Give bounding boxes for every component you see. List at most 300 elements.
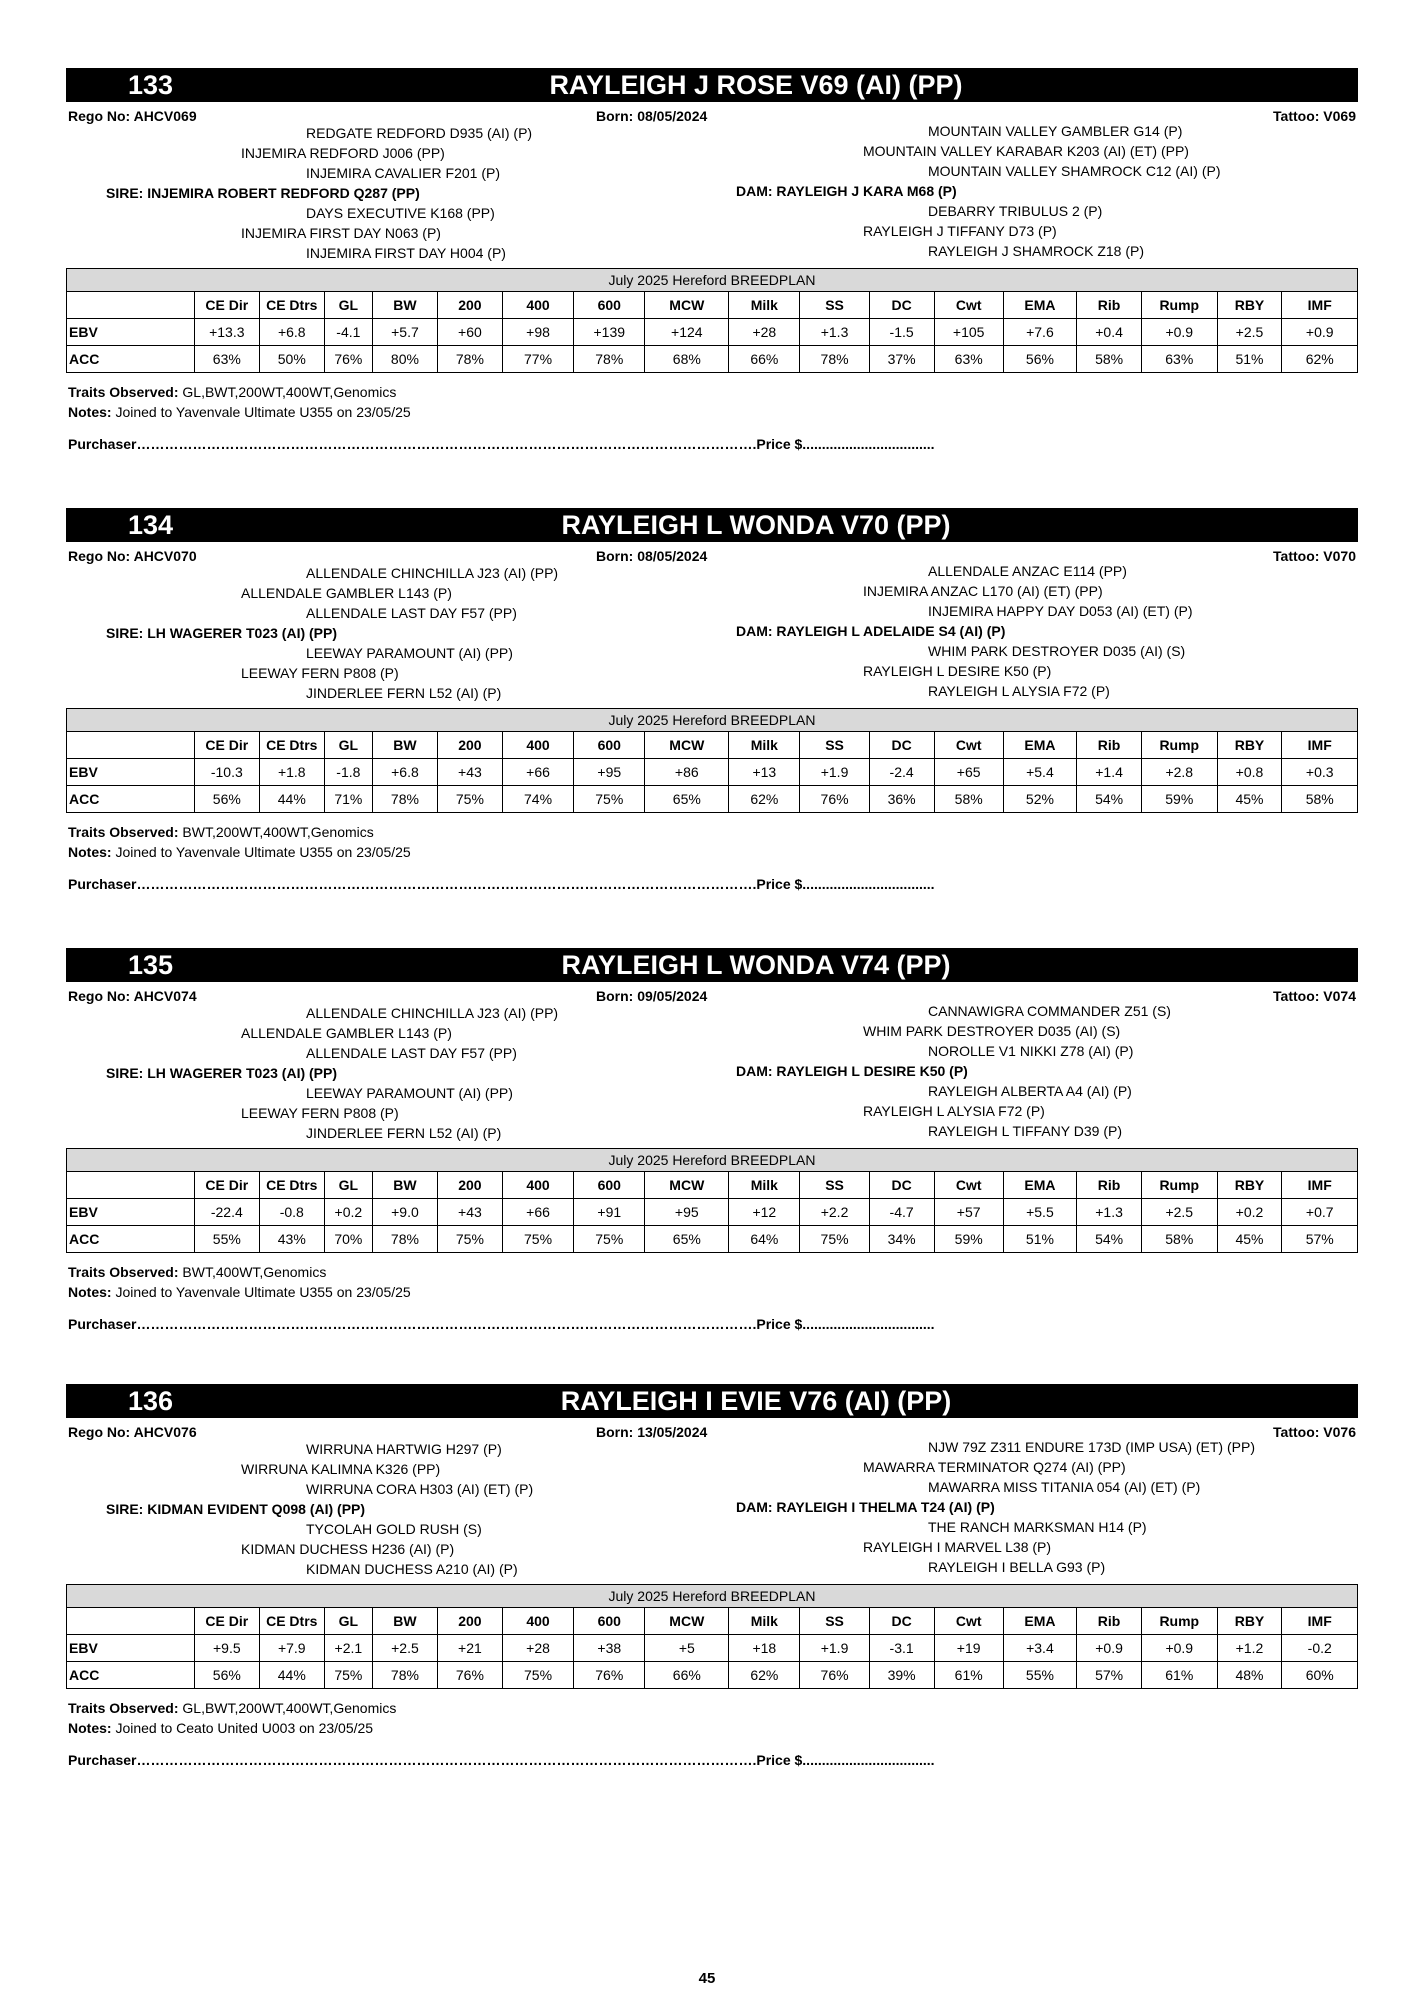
dam-pedigree-line: RAYLEIGH L ALYSIA F72 (P) (928, 683, 1110, 699)
dam-pedigree-line: INJEMIRA HAPPY DAY D053 (AI) (ET) (P) (928, 603, 1193, 619)
column-header: EMA (1003, 732, 1076, 759)
notes-value: Joined to Yavenvale Ultimate U355 on 23/05/25 (115, 844, 411, 860)
dam-pedigree-line: NJW 79Z Z311 ENDURE 173D (IMP USA) (ET) (PP) (928, 1439, 1255, 1455)
ebv-value: +0.2 (1217, 1199, 1282, 1226)
sire-name: SIRE: LH WAGERER T023 (AI) (PP) (106, 1065, 338, 1081)
column-header: Milk (729, 1172, 800, 1199)
dam-pedigree-line: THE RANCH MARKSMAN H14 (P) (928, 1519, 1147, 1535)
accuracy-value: 74% (502, 786, 573, 813)
traits-observed (68, 384, 396, 400)
column-header: BW (372, 732, 437, 759)
ebv-value: +5.5 (1003, 1199, 1076, 1226)
traits-value: GL,BWT,200WT,400WT,Genomics (182, 1700, 397, 1716)
accuracy-value: 75% (437, 1226, 502, 1253)
accuracy-value: 48% (1217, 1662, 1282, 1689)
accuracy-value: 76% (574, 1662, 645, 1689)
accuracy-value: 62% (729, 1662, 800, 1689)
lot-header (66, 1384, 1358, 1418)
sire-pedigree-line: INJEMIRA FIRST DAY H004 (P) (306, 245, 506, 261)
column-header: Rib (1077, 292, 1142, 319)
ebv-value: -1.5 (869, 319, 934, 346)
table-corner (67, 292, 195, 319)
dam-pedigree-line: WHIM PARK DESTROYER D035 (AI) (S) (928, 643, 1186, 659)
ebv-value: -2.4 (869, 759, 934, 786)
accuracy-value: 51% (1003, 1226, 1076, 1253)
column-header: IMF (1282, 1172, 1358, 1199)
lot-header (66, 68, 1358, 102)
row-label-ebv: EBV (67, 1199, 195, 1226)
column-header: Cwt (934, 1172, 1003, 1199)
traits-value: GL,BWT,200WT,400WT,Genomics (182, 384, 397, 400)
notes-value: Joined to Yavenvale Ultimate U355 on 23/05/25 (115, 1284, 411, 1300)
ebv-value: +12 (729, 1199, 800, 1226)
dam-pedigree-line: ALLENDALE ANZAC E114 (PP) (928, 563, 1127, 579)
accuracy-value: 62% (729, 786, 800, 813)
lot-header (66, 508, 1358, 542)
accuracy-value: 78% (372, 1226, 437, 1253)
ebv-value: +7.9 (259, 1635, 324, 1662)
dam-pedigree-line: RAYLEIGH L TIFFANY D39 (P) (928, 1123, 1122, 1139)
ebv-value: +0.9 (1077, 1635, 1142, 1662)
rego-number: Rego No: AHCV070 (68, 548, 197, 564)
sire-pedigree-line: WIRRUNA KALIMNA K326 (PP) (241, 1461, 441, 1477)
column-header: IMF (1282, 292, 1358, 319)
tattoo: Tattoo: V069 (1273, 108, 1356, 124)
accuracy-value: 60% (1282, 1662, 1358, 1689)
accuracy-value: 63% (934, 346, 1003, 373)
ebv-value: +1.2 (1217, 1635, 1282, 1662)
animal-name: RAYLEIGH I EVIE V76 (AI) (PP) (560, 1386, 952, 1416)
column-header: RBY (1217, 292, 1282, 319)
sire-pedigree-line: INJEMIRA FIRST DAY N063 (P) (241, 225, 441, 241)
lot-entry (66, 948, 1358, 1384)
breedplan-table (66, 1584, 1358, 1689)
column-header: 600 (574, 732, 645, 759)
ebv-value: +3.4 (1003, 1635, 1076, 1662)
accuracy-value: 34% (869, 1226, 934, 1253)
column-header: 400 (502, 1172, 573, 1199)
ebv-value: +5.4 (1003, 759, 1076, 786)
sire-pedigree-line: JINDERLEE FERN L52 (AI) (P) (306, 685, 502, 701)
column-header: GL (324, 1172, 372, 1199)
accuracy-value: 57% (1077, 1662, 1142, 1689)
column-header: 600 (574, 1608, 645, 1635)
table-title: July 2025 Hereford BREEDPLAN (67, 1149, 1358, 1172)
accuracy-value: 64% (729, 1226, 800, 1253)
ebv-value: +91 (574, 1199, 645, 1226)
dam-pedigree-line: RAYLEIGH I BELLA G93 (P) (928, 1559, 1106, 1575)
column-header: RBY (1217, 1608, 1282, 1635)
sire-name: SIRE: KIDMAN EVIDENT Q098 (AI) (PP) (106, 1501, 366, 1517)
traits-observed (68, 824, 374, 840)
notes (68, 844, 411, 860)
column-header: BW (372, 292, 437, 319)
ebv-value: +139 (574, 319, 645, 346)
ebv-value: +2.5 (1217, 319, 1282, 346)
column-header: Rib (1077, 1608, 1142, 1635)
row-label-ebv: EBV (67, 319, 195, 346)
accuracy-value: 66% (729, 346, 800, 373)
column-header: 600 (574, 1172, 645, 1199)
ebv-value: +28 (729, 319, 800, 346)
traits-observed (68, 1700, 396, 1716)
sire-pedigree-line: LEEWAY PARAMOUNT (AI) (PP) (306, 645, 513, 661)
ebv-value: +19 (934, 1635, 1003, 1662)
accuracy-value: 78% (574, 346, 645, 373)
ebv-value: +18 (729, 1635, 800, 1662)
accuracy-value: 56% (194, 1662, 259, 1689)
notes-label: Notes: (68, 844, 112, 860)
ebv-value: -0.8 (259, 1199, 324, 1226)
accuracy-value: 70% (324, 1226, 372, 1253)
dam-pedigree-line: MOUNTAIN VALLEY GAMBLER G14 (P) (928, 123, 1183, 139)
row-label-acc: ACC (67, 1662, 195, 1689)
column-header: GL (324, 1608, 372, 1635)
dam-name: DAM: RAYLEIGH L ADELAIDE S4 (AI) (P) (736, 623, 1006, 639)
tattoo: Tattoo: V076 (1273, 1424, 1356, 1440)
accuracy-value: 71% (324, 786, 372, 813)
traits-value: BWT,400WT,Genomics (182, 1264, 327, 1280)
column-header: BW (372, 1172, 437, 1199)
dam-name: DAM: RAYLEIGH J KARA M68 (P) (736, 183, 957, 199)
column-header: GL (324, 292, 372, 319)
sire-pedigree-line: LEEWAY FERN P808 (P) (241, 1105, 399, 1121)
purchaser-price-line: Purchaser…………………………………………………………………………………………………………………….Price $.................................. (68, 436, 935, 452)
column-header: Rump (1142, 1608, 1217, 1635)
sire-pedigree-line: INJEMIRA CAVALIER F201 (P) (306, 165, 500, 181)
page-number: 45 (698, 1970, 716, 1987)
column-header: MCW (645, 1172, 729, 1199)
accuracy-value: 55% (194, 1226, 259, 1253)
ebv-value: +0.2 (324, 1199, 372, 1226)
accuracy-value: 50% (259, 346, 324, 373)
ebv-value: +0.7 (1282, 1199, 1358, 1226)
accuracy-value: 54% (1077, 786, 1142, 813)
dam-pedigree-line: WHIM PARK DESTROYER D035 (AI) (S) (863, 1023, 1121, 1039)
notes-value: Joined to Ceato United U003 on 23/05/25 (115, 1720, 374, 1736)
ebv-value: +43 (437, 1199, 502, 1226)
ebv-value: +1.9 (800, 759, 869, 786)
notes-label: Notes: (68, 1720, 112, 1736)
column-header: RBY (1217, 732, 1282, 759)
notes-label: Notes: (68, 404, 112, 420)
notes (68, 1720, 373, 1736)
ebv-value: +43 (437, 759, 502, 786)
sire-pedigree-line: ALLENDALE LAST DAY F57 (PP) (306, 605, 517, 621)
column-header: 200 (437, 1172, 502, 1199)
accuracy-value: 75% (800, 1226, 869, 1253)
column-header: EMA (1003, 292, 1076, 319)
accuracy-value: 57% (1282, 1226, 1358, 1253)
tattoo: Tattoo: V074 (1273, 988, 1356, 1004)
column-header: Milk (729, 732, 800, 759)
column-header: IMF (1282, 732, 1358, 759)
column-header: DC (869, 732, 934, 759)
column-header: Milk (729, 292, 800, 319)
dam-pedigree-line: RAYLEIGH ALBERTA A4 (AI) (P) (928, 1083, 1132, 1099)
ebv-value: +6.8 (259, 319, 324, 346)
purchaser-price-line: Purchaser…………………………………………………………………………………………………………………….Price $.................................. (68, 1752, 935, 1768)
dam-pedigree-line: MOUNTAIN VALLEY SHAMROCK C12 (AI) (P) (928, 163, 1221, 179)
sire-pedigree-line: WIRRUNA HARTWIG H297 (P) (306, 1441, 502, 1457)
accuracy-value: 63% (194, 346, 259, 373)
accuracy-value: 65% (645, 786, 729, 813)
ebv-value: +86 (645, 759, 729, 786)
breedplan-table (66, 708, 1358, 813)
ebv-value: +57 (934, 1199, 1003, 1226)
accuracy-value: 58% (1142, 1226, 1217, 1253)
column-header: CE Dir (194, 1608, 259, 1635)
sire-pedigree-line: ALLENDALE CHINCHILLA J23 (AI) (PP) (306, 565, 559, 581)
ebv-value: -22.4 (194, 1199, 259, 1226)
accuracy-value: 78% (800, 346, 869, 373)
lot-header (66, 948, 1358, 982)
column-header: MCW (645, 1608, 729, 1635)
lot-entry (66, 508, 1358, 944)
column-header: Rib (1077, 732, 1142, 759)
accuracy-value: 76% (800, 1662, 869, 1689)
column-header: Cwt (934, 732, 1003, 759)
column-header: Milk (729, 1608, 800, 1635)
sire-name: SIRE: INJEMIRA ROBERT REDFORD Q287 (PP) (106, 185, 420, 201)
column-header: IMF (1282, 1608, 1358, 1635)
accuracy-value: 75% (502, 1226, 573, 1253)
ebv-value: +0.8 (1217, 759, 1282, 786)
dam-pedigree-line: INJEMIRA ANZAC L170 (AI) (ET) (PP) (863, 583, 1103, 599)
column-header: CE Dtrs (259, 292, 324, 319)
column-header: CE Dtrs (259, 1608, 324, 1635)
breedplan-table (66, 268, 1358, 373)
accuracy-value: 36% (869, 786, 934, 813)
accuracy-value: 75% (574, 786, 645, 813)
column-header: SS (800, 1172, 869, 1199)
purchaser-price-line: Purchaser…………………………………………………………………………………………………………………….Price $.................................. (68, 1316, 935, 1332)
ebv-value: +9.0 (372, 1199, 437, 1226)
traits-label: Traits Observed: (68, 1264, 179, 1280)
accuracy-value: 52% (1003, 786, 1076, 813)
dam-pedigree-line: MAWARRA TERMINATOR Q274 (AI) (PP) (863, 1459, 1126, 1475)
ebv-value: +38 (574, 1635, 645, 1662)
notes (68, 1284, 411, 1300)
traits-label: Traits Observed: (68, 1700, 179, 1716)
row-label-ebv: EBV (67, 1635, 195, 1662)
notes-label: Notes: (68, 1284, 112, 1300)
column-header: MCW (645, 292, 729, 319)
birth-date: Born: 13/05/2024 (596, 1424, 708, 1440)
dam-pedigree-line: NOROLLE V1 NIKKI Z78 (AI) (P) (928, 1043, 1134, 1059)
lot-number: 136 (128, 1386, 174, 1416)
ebv-value: +2.8 (1142, 759, 1217, 786)
column-header: Rump (1142, 732, 1217, 759)
column-header: DC (869, 1608, 934, 1635)
traits-value: BWT,200WT,400WT,Genomics (182, 824, 374, 840)
accuracy-value: 61% (1142, 1662, 1217, 1689)
sire-pedigree-line: JINDERLEE FERN L52 (AI) (P) (306, 1125, 502, 1141)
ebv-value: +1.9 (800, 1635, 869, 1662)
accuracy-value: 75% (437, 786, 502, 813)
sire-pedigree-line: KIDMAN DUCHESS A210 (AI) (P) (306, 1561, 518, 1577)
column-header: Cwt (934, 292, 1003, 319)
dam-pedigree-line: RAYLEIGH J TIFFANY D73 (P) (863, 223, 1057, 239)
column-header: Rump (1142, 292, 1217, 319)
accuracy-value: 58% (1282, 786, 1358, 813)
ebv-value: +0.9 (1142, 1635, 1217, 1662)
column-header: EMA (1003, 1608, 1076, 1635)
row-label-acc: ACC (67, 1226, 195, 1253)
lot-number: 134 (128, 510, 174, 540)
ebv-value: +0.9 (1142, 319, 1217, 346)
ebv-value: +0.3 (1282, 759, 1358, 786)
ebv-value: +95 (574, 759, 645, 786)
column-header: CE Dir (194, 732, 259, 759)
lot-entry (66, 1384, 1358, 1820)
rego-number: Rego No: AHCV074 (68, 988, 197, 1004)
table-corner (67, 1172, 195, 1199)
row-label-ebv: EBV (67, 759, 195, 786)
traits-observed (68, 1264, 326, 1280)
accuracy-value: 58% (1077, 346, 1142, 373)
column-header: GL (324, 732, 372, 759)
accuracy-value: 76% (324, 346, 372, 373)
dam-name: DAM: RAYLEIGH I THELMA T24 (AI) (P) (736, 1499, 995, 1515)
ebv-value: +124 (645, 319, 729, 346)
dam-pedigree-line: RAYLEIGH L ALYSIA F72 (P) (863, 1103, 1045, 1119)
column-header: CE Dtrs (259, 1172, 324, 1199)
dam-name: DAM: RAYLEIGH L DESIRE K50 (P) (736, 1063, 968, 1079)
ebv-value: +0.4 (1077, 319, 1142, 346)
table-corner (67, 1608, 195, 1635)
accuracy-value: 75% (574, 1226, 645, 1253)
table-title: July 2025 Hereford BREEDPLAN (67, 1585, 1358, 1608)
column-header: CE Dtrs (259, 732, 324, 759)
sire-pedigree-line: ALLENDALE CHINCHILLA J23 (AI) (PP) (306, 1005, 559, 1021)
ebv-value: +21 (437, 1635, 502, 1662)
accuracy-value: 66% (645, 1662, 729, 1689)
column-header: CE Dir (194, 1172, 259, 1199)
ebv-value: +5.7 (372, 319, 437, 346)
birth-date: Born: 09/05/2024 (596, 988, 708, 1004)
column-header: SS (800, 732, 869, 759)
ebv-value: +6.8 (372, 759, 437, 786)
column-header: 200 (437, 1608, 502, 1635)
accuracy-value: 39% (869, 1662, 934, 1689)
accuracy-value: 61% (934, 1662, 1003, 1689)
sire-pedigree-line: LEEWAY PARAMOUNT (AI) (PP) (306, 1085, 513, 1101)
ebv-value: -0.2 (1282, 1635, 1358, 1662)
accuracy-value: 77% (502, 346, 573, 373)
accuracy-value: 44% (259, 786, 324, 813)
column-header: 400 (502, 292, 573, 319)
dam-pedigree-line: RAYLEIGH J SHAMROCK Z18 (P) (928, 243, 1145, 259)
rego-number: Rego No: AHCV069 (68, 108, 197, 124)
rego-number: Rego No: AHCV076 (68, 1424, 197, 1440)
accuracy-value: 54% (1077, 1226, 1142, 1253)
ebv-value: +2.2 (800, 1199, 869, 1226)
ebv-value: -10.3 (194, 759, 259, 786)
accuracy-value: 76% (437, 1662, 502, 1689)
birth-date: Born: 08/05/2024 (596, 108, 708, 124)
ebv-value: +1.3 (1077, 1199, 1142, 1226)
column-header: 200 (437, 292, 502, 319)
accuracy-value: 56% (1003, 346, 1076, 373)
accuracy-value: 56% (194, 786, 259, 813)
ebv-value: +2.5 (372, 1635, 437, 1662)
column-header: RBY (1217, 1172, 1282, 1199)
lot-number: 135 (128, 950, 174, 980)
ebv-value: -1.8 (324, 759, 372, 786)
accuracy-value: 55% (1003, 1662, 1076, 1689)
accuracy-value: 37% (869, 346, 934, 373)
accuracy-value: 78% (437, 346, 502, 373)
ebv-value: +1.4 (1077, 759, 1142, 786)
column-header: Rib (1077, 1172, 1142, 1199)
sire-pedigree-line: DAYS EXECUTIVE K168 (PP) (306, 205, 495, 221)
accuracy-value: 78% (372, 1662, 437, 1689)
accuracy-value: 51% (1217, 346, 1282, 373)
column-header: 400 (502, 732, 573, 759)
sire-pedigree-line: INJEMIRA REDFORD J006 (PP) (241, 145, 445, 161)
animal-name: RAYLEIGH L WONDA V70 (PP) (561, 510, 951, 540)
ebv-value: +7.6 (1003, 319, 1076, 346)
accuracy-value: 59% (934, 1226, 1003, 1253)
ebv-value: +9.5 (194, 1635, 259, 1662)
accuracy-value: 63% (1142, 346, 1217, 373)
ebv-value: -3.1 (869, 1635, 934, 1662)
lot-number: 133 (128, 70, 174, 100)
accuracy-value: 68% (645, 346, 729, 373)
accuracy-value: 75% (502, 1662, 573, 1689)
column-header: 600 (574, 292, 645, 319)
column-header: DC (869, 1172, 934, 1199)
ebv-value: +1.3 (800, 319, 869, 346)
table-title: July 2025 Hereford BREEDPLAN (67, 269, 1358, 292)
lot-entry (66, 68, 1358, 504)
ebv-value: +98 (502, 319, 573, 346)
ebv-value: +2.1 (324, 1635, 372, 1662)
ebv-value: -4.1 (324, 319, 372, 346)
accuracy-value: 45% (1217, 1226, 1282, 1253)
ebv-value: +105 (934, 319, 1003, 346)
accuracy-value: 43% (259, 1226, 324, 1253)
notes-value: Joined to Yavenvale Ultimate U355 on 23/05/25 (115, 404, 411, 420)
dam-pedigree-line: CANNAWIGRA COMMANDER Z51 (S) (928, 1003, 1171, 1019)
accuracy-value: 58% (934, 786, 1003, 813)
accuracy-value: 75% (324, 1662, 372, 1689)
accuracy-value: 65% (645, 1226, 729, 1253)
ebv-value: +0.9 (1282, 319, 1358, 346)
accuracy-value: 76% (800, 786, 869, 813)
accuracy-value: 62% (1282, 346, 1358, 373)
row-label-acc: ACC (67, 346, 195, 373)
column-header: DC (869, 292, 934, 319)
column-header: Cwt (934, 1608, 1003, 1635)
table-title: July 2025 Hereford BREEDPLAN (67, 709, 1358, 732)
sire-pedigree-line: LEEWAY FERN P808 (P) (241, 665, 399, 681)
sire-pedigree-line: TYCOLAH GOLD RUSH (S) (306, 1521, 482, 1537)
sire-pedigree-line: ALLENDALE GAMBLER L143 (P) (241, 1025, 452, 1041)
dam-pedigree-line: MOUNTAIN VALLEY KARABAR K203 (AI) (ET) (PP) (863, 143, 1189, 159)
row-label-acc: ACC (67, 786, 195, 813)
table-corner (67, 732, 195, 759)
animal-name: RAYLEIGH J ROSE V69 (AI) (PP) (549, 70, 963, 100)
column-header: Rump (1142, 1172, 1217, 1199)
column-header: SS (800, 1608, 869, 1635)
dam-pedigree-line: MAWARRA MISS TITANIA 054 (AI) (ET) (P) (928, 1479, 1201, 1495)
notes (68, 404, 411, 420)
sire-pedigree-line: ALLENDALE GAMBLER L143 (P) (241, 585, 452, 601)
accuracy-value: 45% (1217, 786, 1282, 813)
dam-pedigree-line: RAYLEIGH I MARVEL L38 (P) (863, 1539, 1052, 1555)
